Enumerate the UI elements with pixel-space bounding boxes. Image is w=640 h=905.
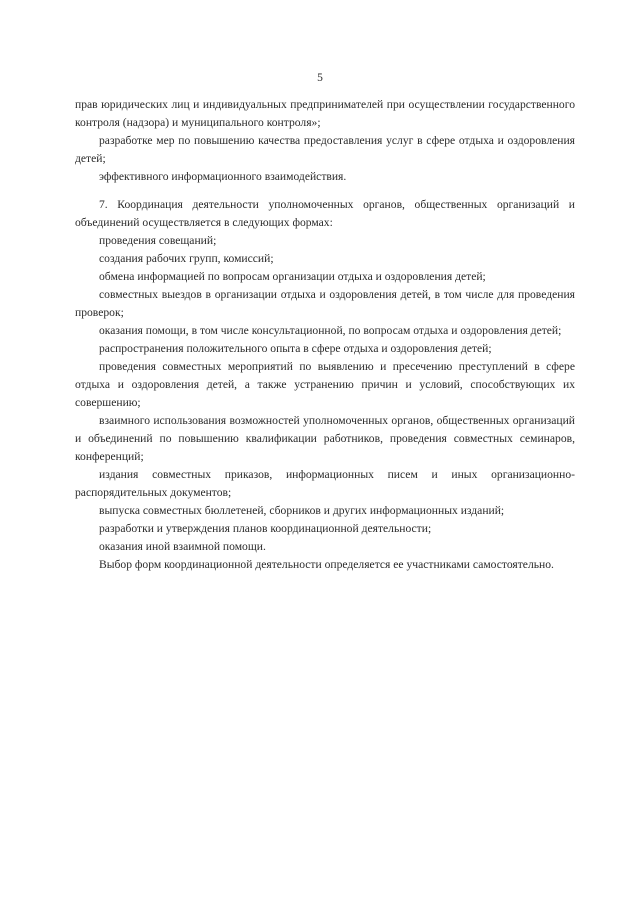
paragraph: разработки и утверждения планов координационной деятельности; [99,522,432,535]
paragraph: совместных выездов в организации отдыха и оздоровления детей, в том числе для проведения проверок; [75,288,575,319]
paragraph: эффективного информационного взаимодействия. [99,170,347,183]
paragraph: распространения положительного опыта в сфере отдыха и оздоровления детей; [99,342,492,355]
page-number: 5 [317,72,323,84]
paragraph: Выбор форм координационной деятельности определяется ее участниками самостоятельно. [99,558,554,571]
paragraph: 7. Координация деятельности уполномоченных органов, общественных организаций и объединений осуществляется в следующих формах: [75,198,575,229]
document-body [75,96,575,574]
paragraph: прав юридических лиц и индивидуальных предпринимателей при осуществлении государственного контроля (надзора) и муниципального контроля»; [75,98,575,129]
paragraph: проведения совместных мероприятий по выявлению и пресечению преступлений в сфере отдыха и оздоровления детей, а также устранению причин и условий, способствующих их совершению; [75,360,575,409]
paragraph: разработке мер по повышению качества предоставления услуг в сфере отдыха и оздоровления детей; [75,134,575,165]
paragraph: оказания помощи, в том числе консультационной, по вопросам отдыха и оздоровления детей; [99,324,562,337]
paragraph: проведения совещаний; [99,234,217,247]
paragraph: оказания иной взаимной помощи. [99,540,266,553]
paragraph: выпуска совместных бюллетеней, сборников и других информационных изданий; [99,504,505,517]
paragraph: создания рабочих групп, комиссий; [99,252,274,265]
paragraph: издания совместных приказов, информационных писем и иных организационно-распорядительных документов; [75,468,575,499]
paragraph: взаимного использования возможностей уполномоченных органов, общественных организаций и объединений по повышению квалификации работников, проведения совместных семинаров, конференций; [75,414,575,463]
paragraph: обмена информацией по вопросам организации отдыха и оздоровления детей; [99,270,486,283]
